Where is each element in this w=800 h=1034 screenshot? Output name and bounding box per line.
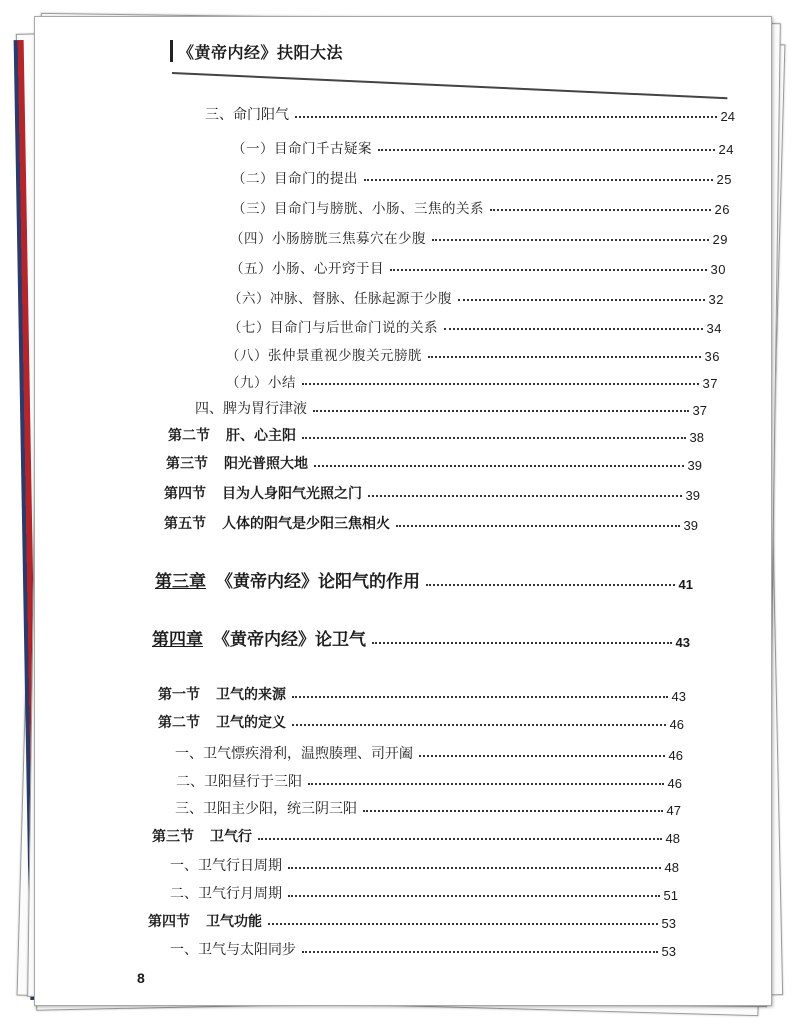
toc-leader [368, 495, 682, 497]
page-number: 8 [137, 970, 145, 986]
toc-page: 41 [678, 577, 693, 592]
toc-leader [432, 239, 709, 241]
toc-page: 39 [687, 458, 702, 473]
toc-page: 43 [671, 689, 686, 704]
toc-entry [170, 877, 678, 903]
toc-leader [396, 525, 680, 527]
toc-page: 39 [683, 518, 698, 533]
toc-title: 二、卫气行月周期 [170, 886, 282, 902]
toc-leader [490, 209, 711, 211]
toc-title: 四、脾为胃行津液 [195, 401, 307, 417]
toc-entry [175, 792, 681, 818]
toc-page: 25 [716, 172, 732, 187]
toc-entry [164, 507, 698, 533]
toc-title: 人体的阳气是少阳三焦相火 [222, 516, 390, 532]
toc-title: 卫气的来源 [216, 687, 286, 703]
toc-leader [419, 755, 665, 757]
toc-chapter-entry [155, 566, 693, 592]
toc-page: 37 [702, 376, 718, 391]
toc-leader [364, 179, 713, 181]
toc-entry [226, 338, 720, 364]
toc-leader [363, 810, 663, 812]
toc-leader [295, 116, 717, 118]
toc-page: 43 [675, 635, 690, 650]
toc-entry [226, 365, 718, 391]
toc-page: 32 [708, 292, 724, 307]
toc-section-number: 第三节 [166, 456, 208, 472]
toc-title: 一、卫气与太阳同步 [170, 942, 296, 958]
toc-page: 24 [718, 142, 734, 157]
toc-page: 47 [666, 803, 681, 818]
toc-title: （八）张仲景重视少腹关元膀胱 [226, 348, 422, 364]
toc-title: 卫气功能 [206, 914, 262, 930]
toc-title: （七）目命门与后世命门说的关系 [228, 320, 438, 336]
toc-title: 卫气的定义 [216, 715, 286, 731]
toc-page: 48 [664, 860, 679, 875]
toc-chapter-number: 第四章 [152, 630, 203, 650]
toc-leader [302, 437, 686, 439]
toc-section-number: 第四节 [148, 914, 190, 930]
toc-chapter-entry [152, 624, 690, 650]
toc-entry [228, 281, 724, 307]
toc-entry [166, 447, 702, 473]
toc-section-number: 第五节 [164, 516, 206, 532]
toc-entry [195, 392, 707, 418]
toc-leader [292, 724, 666, 726]
toc-title: 一、卫气慓疾滑利，温煦腠理、司开阖 [175, 746, 413, 762]
toc-chapter-number: 第三章 [155, 572, 206, 592]
toc-page: 46 [667, 776, 682, 791]
toc-entry [230, 221, 728, 247]
toc-entry [152, 820, 680, 846]
toc-leader [288, 895, 660, 897]
toc-title: 肝、心主阳 [226, 428, 296, 444]
toc-title: 二、卫阳昼行于三阳 [176, 774, 302, 790]
toc-entry [175, 737, 683, 763]
toc-entry [158, 678, 686, 704]
toc-page: 53 [661, 916, 676, 931]
toc-page: 53 [661, 944, 676, 959]
toc-leader [308, 783, 664, 785]
toc-entry [232, 191, 730, 217]
toc-title: 一、卫气行日周期 [170, 858, 282, 874]
toc-leader [302, 383, 699, 385]
toc-leader [302, 951, 658, 953]
toc-title: （五）小肠、心开窍于目 [230, 261, 384, 277]
toc-leader [426, 584, 675, 586]
toc-page: 29 [712, 232, 728, 247]
toc-leader [378, 149, 715, 151]
toc-page: 39 [685, 488, 700, 503]
toc-page: 26 [714, 202, 730, 217]
toc-page: 46 [669, 717, 684, 732]
toc-entry [168, 419, 704, 445]
toc-title: （四）小肠膀胱三焦募穴在少腹 [230, 231, 426, 247]
toc-leader [292, 696, 668, 698]
toc-title: （一）目命门千古疑案 [232, 141, 372, 157]
toc-section-number: 第三节 [152, 829, 194, 845]
toc-entry [158, 706, 684, 732]
toc-section-number: 第一节 [158, 687, 200, 703]
toc-title: （二）目命门的提出 [232, 171, 358, 187]
toc-entry [232, 161, 732, 187]
toc-title: 三、命门阳气 [205, 107, 289, 123]
toc-leader [428, 356, 701, 358]
toc-page: 48 [665, 831, 680, 846]
toc-leader [390, 269, 707, 271]
toc-page: 51 [663, 888, 678, 903]
toc-entry [170, 933, 676, 959]
toc-page: 36 [704, 349, 720, 364]
toc-title: 三、卫阳主少阳，统三阴三阳 [175, 801, 357, 817]
toc-leader [288, 867, 661, 869]
toc-title: 卫气行 [210, 829, 252, 845]
toc-section-number: 第四节 [164, 486, 206, 502]
toc-leader [314, 465, 684, 467]
toc-entry [230, 251, 726, 277]
running-header: 《黄帝内经》扶阳大法 [178, 43, 344, 62]
toc-leader [458, 299, 705, 301]
toc-title: 目为人身阳气光照之门 [222, 486, 362, 502]
toc-page: 24 [720, 109, 735, 124]
toc-entry [176, 765, 682, 791]
toc-page: 37 [692, 403, 707, 418]
toc-leader [372, 642, 672, 644]
toc-entry [228, 310, 722, 336]
toc-page: 38 [689, 430, 704, 445]
toc-page: 34 [706, 321, 722, 336]
toc-page: 46 [668, 748, 683, 763]
toc-entry [170, 849, 679, 875]
toc-title: 《黄帝内经》论卫气 [213, 630, 366, 650]
toc-page: 30 [710, 262, 726, 277]
toc-section-number: 第二节 [158, 715, 200, 731]
toc-title: 阳光普照大地 [224, 456, 308, 472]
toc-section-number: 第二节 [168, 428, 210, 444]
toc-title: （六）冲脉、督脉、任脉起源于少腹 [228, 291, 452, 307]
toc-title: 《黄帝内经》论阳气的作用 [216, 572, 420, 592]
toc-leader [444, 328, 703, 330]
toc-leader [268, 923, 658, 925]
toc-title: （九）小结 [226, 375, 296, 391]
toc-entry [164, 477, 700, 503]
toc-leader [258, 838, 662, 840]
header-bar [170, 40, 173, 62]
toc-entry [232, 131, 734, 157]
toc-leader [313, 410, 689, 412]
toc-title: （三）目命门与膀胱、小肠、三焦的关系 [232, 201, 484, 217]
toc-entry [205, 98, 735, 124]
toc-entry [148, 905, 676, 931]
